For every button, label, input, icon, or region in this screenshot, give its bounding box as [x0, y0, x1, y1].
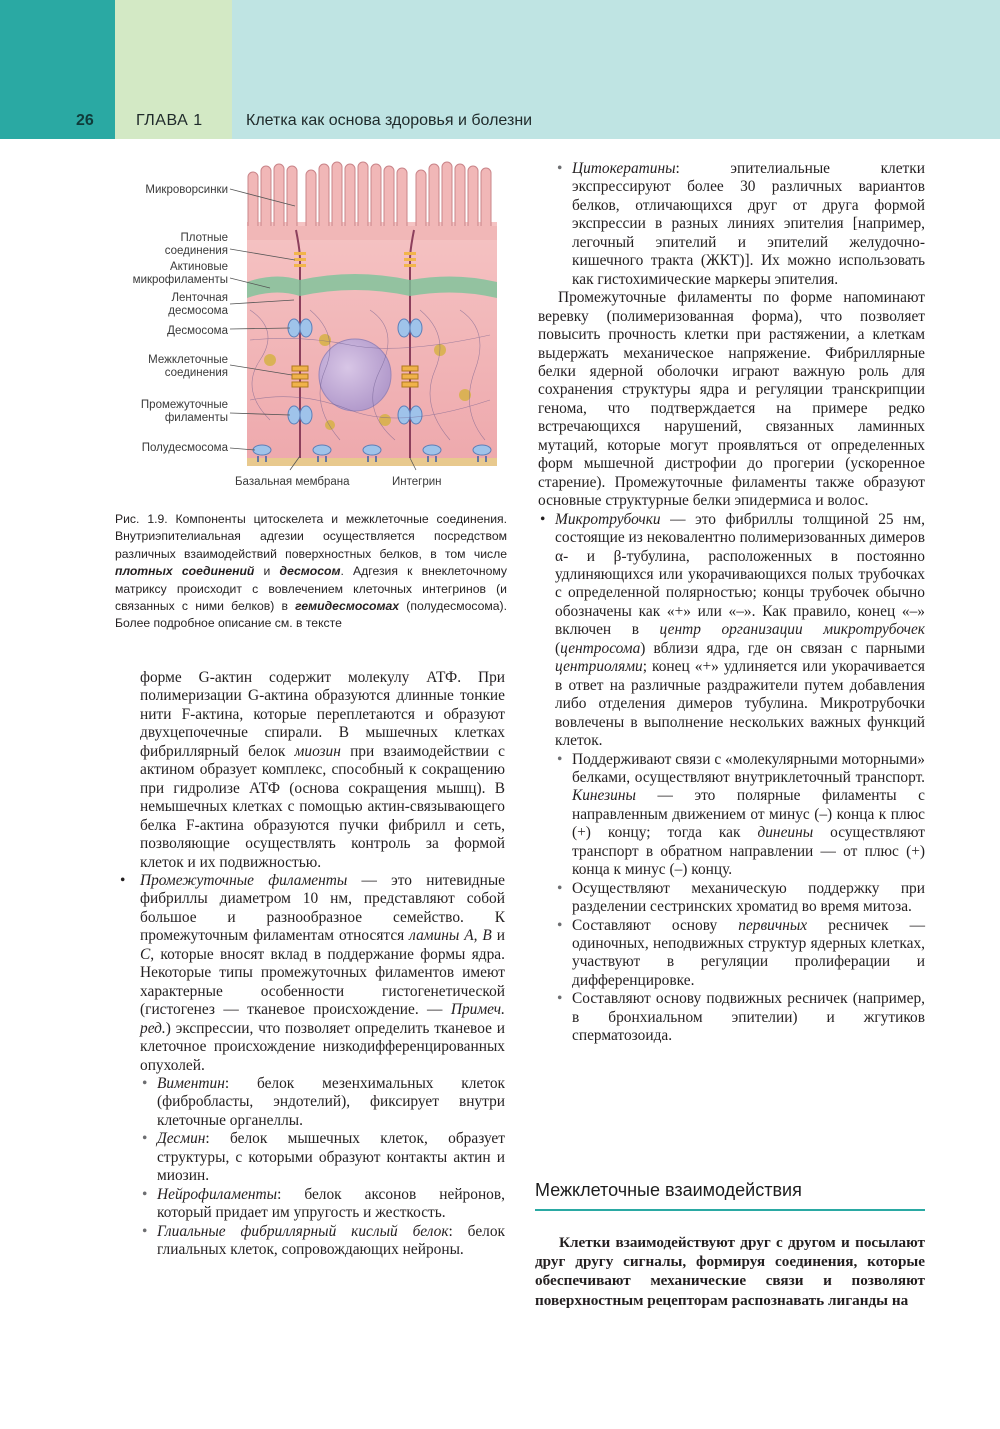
figure-caption: Рис. 1.9. Компоненты цитоскелета и межклеточные соединения. Внутриэпителиальная адгезии осуществляется посредством различных взаимодействий поверхностных белков, в том числе плотных соединений и десмосом. Адгезия к внеклеточному матриксу происходит с вовлечением клеточных интегринов (и связанных с ними белков) в гемидесмосомах (полудесмосома). Более подробное описание см. в тексте [115, 512, 508, 631]
microvilli [248, 162, 491, 232]
section-title: Межклеточные взаимодействия [535, 1180, 925, 1211]
label-belt-2: десмосома [168, 305, 228, 317]
label-actin-1: Актиновые [169, 261, 228, 273]
epithelium-figure [110, 160, 505, 490]
motor-proteins-item: • Поддерживают связи с «молекулярными моторными» белками, осуществляют внутриклеточный транспорт. Кинезины — это полярные филаменты с направленным движением от минус (–) конца к плюс (+) концу; тогда как динеины осуществляют транспорт в обратном направлении — от плюс (+) конца к минус (–) концу. [538, 751, 925, 880]
chapter-label: ГЛАВА 1 [136, 112, 203, 129]
basal-membrane [247, 458, 497, 466]
chapter-title: Клетка как основа здоровья и болезни [246, 112, 533, 129]
microtubules-item: • Микротрубочки — это фибриллы толщиной 25 нм, состоящие из нековалентно полимеризованных димеров α- и β-тубулина, расположенных в постоянно удлиняющихся или укорачивающихся полых трубочках с определенной полярностью; концы трубочек обычно обозначены как «+» или «–». Как правило, конец «–» включен в центр организации микротрубочек (центросома) вблизи ядра, где он связан с парными центриолями; конец «+» удлиняется или укорачивается в ответ на различные раздражители путем добавления либо отделения димеров тубулина. Микротрубочки вовлечены в выполнение нескольких важных функций клеток. [538, 511, 925, 751]
mitosis-support-item: • Осуществляют механическую поддержку при разделении сестринских хроматид во время митоза. [538, 880, 925, 917]
primary-cilia-item: • Составляют основу первичных ресничек — одиночных, неподвижных структур ядерных клетках, участвуют в регуляции пролиферации и дифференцировке. [538, 917, 925, 991]
label-hemi: Полудесмосома [141, 442, 228, 454]
label-integrin: Интегрин [392, 476, 442, 488]
intermediate-filaments-item: • Промежуточные филаменты — это нитевидные фибриллы диаметром 10 нм, представляют собой большое и разнообразное семейство. К промежуточным филаментам относятся ламины A, B и C, которые вносят вклад в поддержание формы ядра. Некоторые типы промежуточных филаментов имеют характерные особенности гистогенетической (гистогенез — тканевое происхождение. — Примеч. ред.) экспрессии, что позволяет определить тканевое и клеточное происхождение низкодифференцированных опухолей. [140, 872, 505, 1075]
label-tight-2: соединения [164, 245, 228, 257]
label-belt-1: Ленточная [171, 292, 228, 304]
actin-paragraph: форме G-актин содержит молекулу АТФ. При полимеризации G-актина образуются длинные тонкие нити F-актина, которые переплетаются и образуют двухцепочечные спирали. В мышечных клетках фибриллярный белок миозин при взаимодействии с актином образует комплекс, способный к сокращению при гидролизе АТФ (основа сокращения мышц). В немышечных клетках с помощью актин-связывающего белка F-актина образуются пучки фибрилл и сеть, позволяющие осуществлять контроль за формой клеток и их подвижностью. [140, 669, 505, 871]
desmin-item: • Десмин: белок мышечных клеток, образует структуры, с которыми образуют контакты актин и миозин. [140, 1130, 505, 1185]
gfap-item: • Глиальные фибриллярный кислый белок: белок глиальных клеток, сопровождающих нейроны. [140, 1223, 505, 1260]
cytokeratins-item: • Цитокератины: эпителиальные клетки экспрессируют более 30 различных вариантов белков, отличающихся друг от друга формой экспрессии в разных линиях эпителия [например, легочный эпителий и эпителий желудочно-кишечного тракта (ЖКТ)]. Их можно использовать как гистохимические маркеры эпителия. [538, 160, 925, 289]
label-interm-1: Промежуточные [140, 399, 228, 411]
label-tight-1: Плотные [180, 232, 228, 244]
section-lead-paragraph: Клетки взаимодействуют друг с другом и посылают друг другу сигналы, формируя соединения, которые обеспечивают механические связи и позволяют поверхностным рецепторам распознавать лиганды на [535, 1234, 925, 1309]
label-actin-2: микрофиламенты [132, 274, 228, 286]
label-desmosome: Десмосома [167, 325, 228, 337]
vimentin-item: • Виментин: белок мезенхимальных клеток (фибробласты, эндотелий), фиксирует внутри клеточные органеллы. [140, 1075, 505, 1130]
caption-lead: Рис. 1.9. [115, 512, 168, 526]
right-column [538, 160, 925, 1046]
label-microvilli: Микроворсинки [145, 184, 228, 196]
label-interm-2: филаменты [164, 412, 228, 424]
label-gap-1: Межклеточные [148, 354, 228, 366]
left-column [140, 669, 505, 1260]
neurofilaments-item: • Нейрофиламенты: белок аксонов нейронов, который придает им упругость и жесткость. [140, 1186, 505, 1223]
header-teal-block [0, 0, 115, 139]
motile-cilia-item: • Составляют основу подвижных ресничек (например, в бронхиальном эпителии) и жгутиков сперматозоида. [538, 990, 925, 1045]
intermediate-filaments-paragraph: Промежуточные филаменты по форме напоминают веревку (полимеризованная форма), что позволяет повысить прочность клетки при растяжении, а клеткам выдержать механическое напряжение. Фибриллярные белки ядерной оболочки играют важную роль для сохранения структуры ядра и регуляции транскрипции генома, что подтверждается на примере редко встречающихся нарушений, связанных ламинных мутаций, которые могут проявляться от определенных форм мышечной дистрофии до прогерии (ускоренное старение). Промежуточные филаменты также образуют основные структурные белки эпидермиса и волос. [538, 289, 925, 510]
page-number: 26 [76, 112, 94, 129]
label-basal: Базальная мембрана [235, 476, 350, 488]
label-gap-2: соединения [164, 367, 228, 379]
